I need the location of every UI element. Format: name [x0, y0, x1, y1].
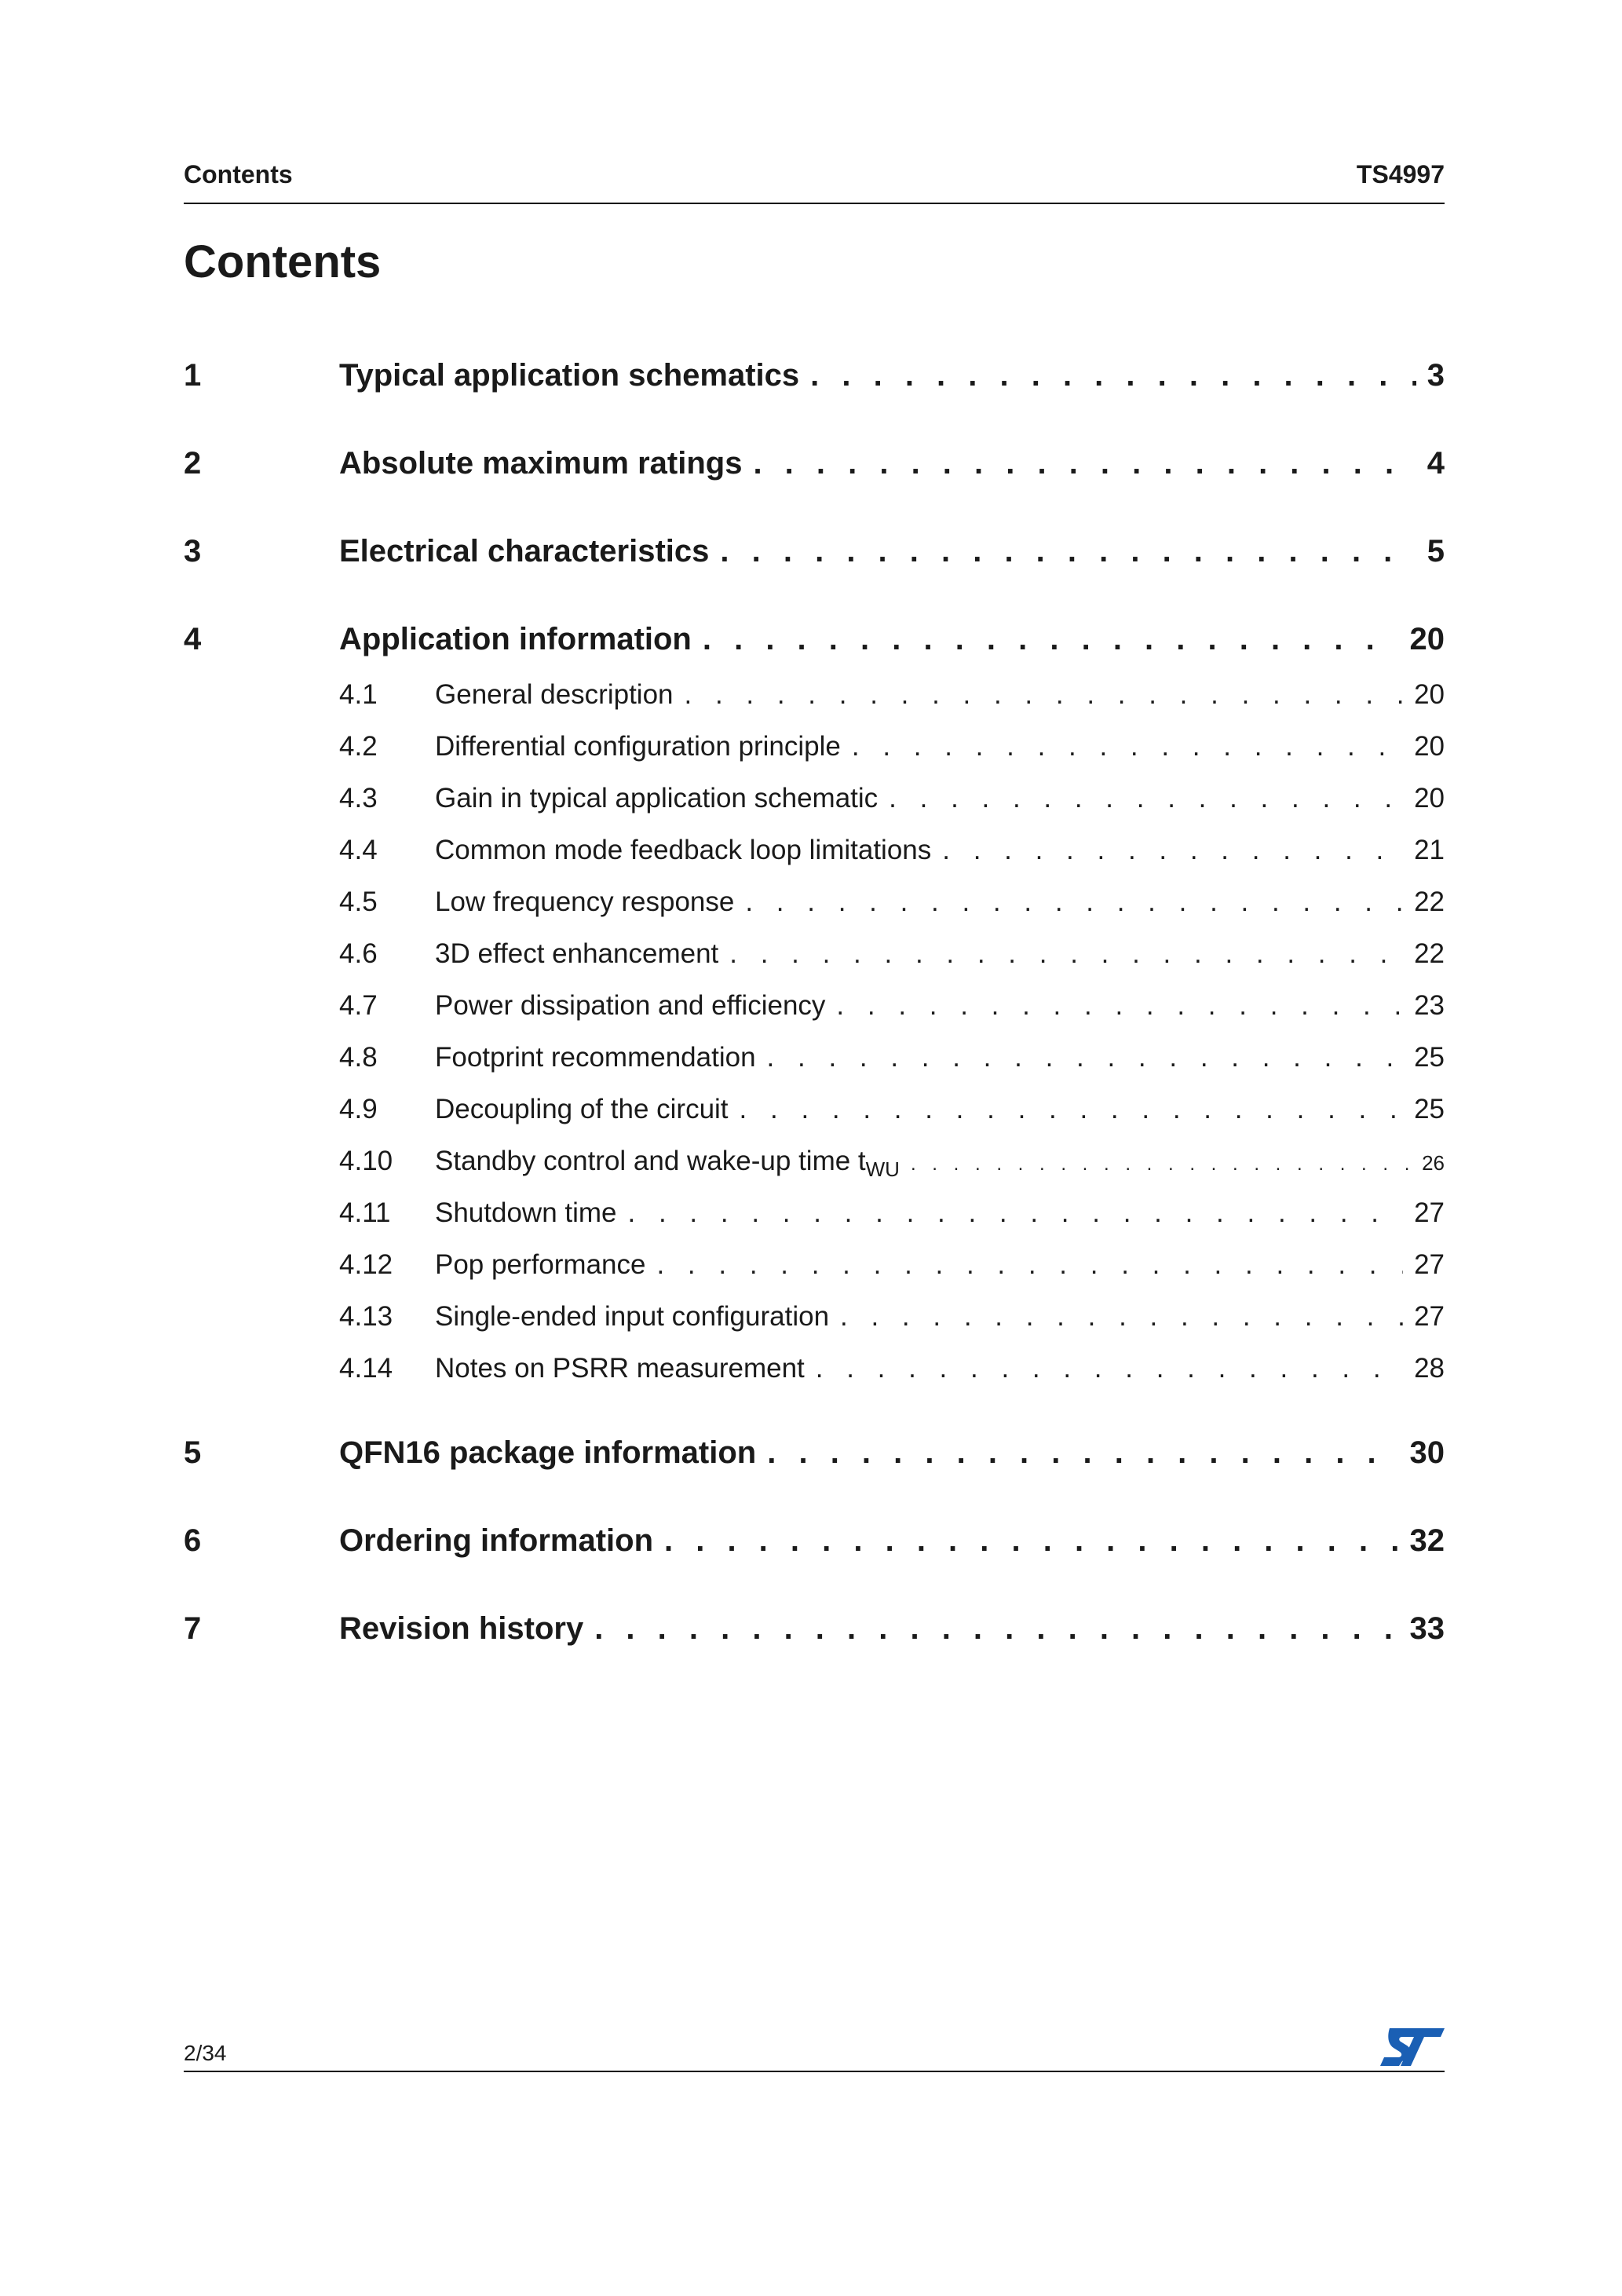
toc-page: 21 [1414, 835, 1445, 865]
toc-leader-dots [767, 1435, 1398, 1471]
toc-leader-dots [656, 1249, 1403, 1281]
toc-number: 3 [184, 534, 202, 569]
toc-leader-dots [720, 534, 1416, 569]
page-number: 2/34 [184, 2041, 227, 2065]
toc-page: 25 [1414, 1094, 1445, 1124]
toc-title: Application information [339, 622, 692, 656]
page-title: Contents [184, 236, 382, 287]
toc-leader-dots [745, 887, 1403, 918]
toc-page: 22 [1414, 887, 1445, 917]
toc-leader-dots [685, 679, 1404, 711]
toc-entry-4-11[interactable] [184, 1197, 1445, 1229]
toc-leader-dots [740, 1094, 1404, 1125]
toc-title: Pop performance [435, 1249, 646, 1280]
header-doc-id: TS4997 [1356, 160, 1445, 188]
toc-title: 3D effect enhancement [435, 938, 719, 969]
toc-leader-dots [628, 1197, 1404, 1229]
toc-entry-7[interactable] [184, 1611, 1445, 1647]
toc-number: 4.5 [339, 887, 378, 917]
toc-leader-dots [816, 1353, 1403, 1384]
toc-leader-dots [836, 990, 1403, 1022]
toc-entry-4-13[interactable] [184, 1301, 1445, 1333]
toc-page: 30 [1409, 1435, 1445, 1470]
toc-leader-dots [767, 1042, 1404, 1073]
toc-number: 5 [184, 1435, 202, 1470]
toc-page: 25 [1414, 1042, 1445, 1073]
toc-leader-dots [703, 622, 1399, 657]
toc-number: 7 [184, 1611, 202, 1646]
toc-title: Absolute maximum ratings [339, 446, 743, 481]
toc-page: 33 [1409, 1611, 1445, 1646]
toc-page: 5 [1427, 534, 1445, 569]
toc-leader-dots [852, 731, 1403, 762]
st-logo-icon [1379, 2027, 1445, 2067]
toc-title: Decoupling of the circuit [435, 1094, 729, 1124]
toc-number: 2 [184, 446, 202, 481]
toc-page: 27 [1414, 1197, 1445, 1228]
toc-page: 23 [1414, 990, 1445, 1021]
toc-leader-dots [664, 1523, 1399, 1559]
toc-page: 27 [1414, 1249, 1445, 1280]
toc-entry-4-14[interactable] [184, 1353, 1445, 1384]
toc-number: 4.14 [339, 1353, 393, 1384]
toc-entry-4-6[interactable] [184, 938, 1445, 970]
toc-page: 20 [1414, 731, 1445, 762]
toc-leader-dots [753, 446, 1416, 481]
toc-entry-4-7[interactable] [184, 990, 1445, 1022]
toc-leader-dots [942, 835, 1403, 866]
toc-number: 4.11 [339, 1197, 391, 1228]
toc-number: 6 [184, 1523, 202, 1558]
toc-entry-4-9[interactable] [184, 1094, 1445, 1125]
toc-entry-4-10[interactable] [184, 1146, 1445, 1181]
toc-entry-2[interactable] [184, 446, 1445, 481]
toc-title: QFN16 package information [339, 1435, 757, 1470]
toc-entry-4-2[interactable] [184, 731, 1445, 762]
toc-title: Power dissipation and efficiency [435, 990, 826, 1021]
header-section-label: Contents [184, 160, 293, 188]
toc-entry-4-8[interactable] [184, 1042, 1445, 1073]
toc-title: Ordering information [339, 1523, 653, 1558]
toc-entry-4-1[interactable] [184, 679, 1445, 711]
toc-page: 20 [1409, 622, 1445, 656]
running-footer [184, 2026, 1445, 2072]
toc-title: Low frequency response [435, 887, 735, 917]
toc-number: 1 [184, 358, 202, 393]
toc-number: 4.9 [339, 1094, 378, 1124]
toc-entry-1[interactable] [184, 358, 1445, 393]
toc-title: Single-ended input configuration [435, 1301, 830, 1332]
toc-leader-dots [911, 1153, 1411, 1175]
toc-number: 4.3 [339, 783, 378, 813]
toc-page: 20 [1414, 679, 1445, 710]
toc-title: Differential configuration principle [435, 731, 841, 762]
toc-number: 4 [184, 622, 202, 656]
toc-leader-dots [840, 1301, 1403, 1333]
toc-number: 4.7 [339, 990, 378, 1021]
toc-leader-dots [810, 358, 1416, 393]
toc-leader-dots [729, 938, 1403, 970]
toc-page: 20 [1414, 783, 1445, 813]
toc-page: 22 [1414, 938, 1445, 969]
toc-number: 4.8 [339, 1042, 378, 1073]
toc-title: General description [435, 679, 674, 710]
toc-title: Shutdown time [435, 1197, 617, 1228]
toc-number: 4.13 [339, 1301, 393, 1332]
toc-entry-4[interactable] [184, 622, 1445, 657]
toc-page: 26 [1422, 1151, 1445, 1175]
toc-title-main: Standby control and wake-up time t [435, 1146, 866, 1176]
toc-title: Notes on PSRR measurement [435, 1353, 805, 1384]
toc-page: 28 [1414, 1353, 1445, 1384]
toc-number: 4.2 [339, 731, 378, 762]
toc-number: 4.10 [339, 1146, 393, 1176]
toc-number: 4.12 [339, 1249, 393, 1280]
toc-page: 3 [1427, 358, 1445, 393]
toc-page: 4 [1427, 446, 1445, 481]
toc-page: 27 [1414, 1301, 1445, 1332]
toc-entry-4-5[interactable] [184, 887, 1445, 918]
running-header [184, 159, 1445, 204]
toc-number: 4.4 [339, 835, 378, 865]
toc-entry-4-12[interactable] [184, 1249, 1445, 1281]
toc-title: Common mode feedback loop limitations [435, 835, 932, 865]
toc-title: Revision history [339, 1611, 584, 1646]
toc-entry-5[interactable] [184, 1435, 1445, 1471]
toc-title-subscript: WU [865, 1157, 900, 1181]
toc-entry-4-3[interactable] [184, 783, 1445, 814]
toc-title: Footprint recommendation [435, 1042, 756, 1073]
toc-entry-6[interactable] [184, 1523, 1445, 1559]
toc-leader-dots [889, 783, 1403, 814]
toc-number: 4.6 [339, 938, 378, 969]
toc-title: Gain in typical application schematic [435, 783, 879, 813]
toc-page: 32 [1409, 1523, 1445, 1558]
toc-leader-dots [594, 1611, 1398, 1647]
toc-number: 4.1 [339, 679, 378, 710]
toc-title: Typical application schematics [339, 358, 800, 393]
toc-title [435, 1146, 900, 1181]
toc-title: Electrical characteristics [339, 534, 710, 569]
toc-entry-3[interactable] [184, 534, 1445, 569]
toc-entry-4-4[interactable] [184, 835, 1445, 866]
